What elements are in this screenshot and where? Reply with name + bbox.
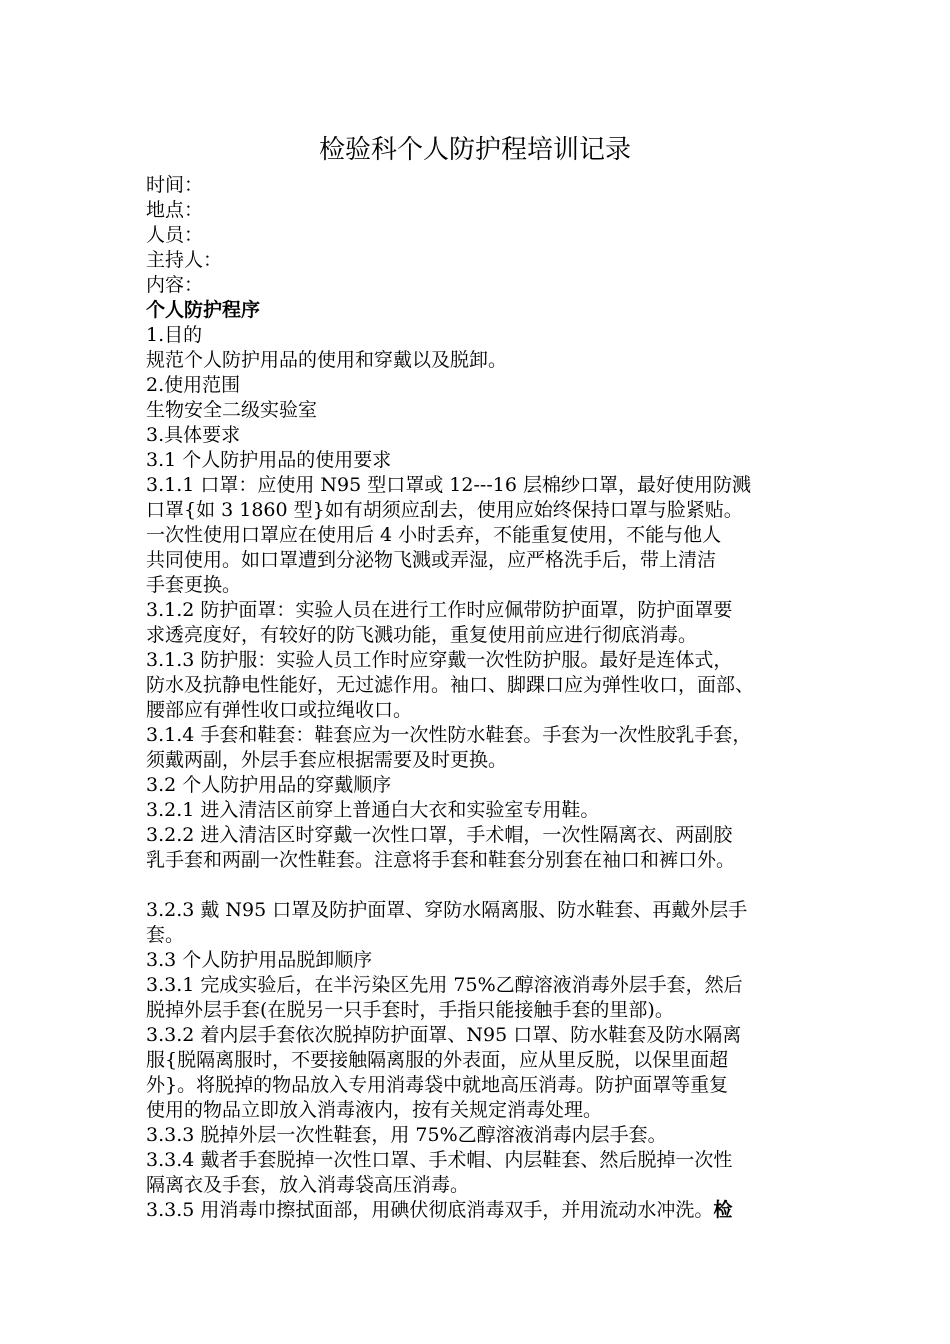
body-line: 3.1.3 防护服：实验人员工作时应穿戴一次性防护服。最好是连体式， [146, 649, 733, 671]
body-line: 3.2.1 进入清洁区前穿上普通白大衣和实验室专用鞋。 [146, 799, 600, 821]
body-line: 3.1.1 口罩：应使用 N95 型口罩或 12---16 层棉纱口罩，最好使用防溅 [146, 474, 751, 496]
body-line: 规范个人防护用品的使用和穿戴以及脱卸。 [146, 349, 508, 371]
body-line: 3.2.2 进入清洁区时穿戴一次性口罩，手术帽，一次性隔离衣、两副胶 [146, 824, 733, 846]
meta-place: 地点： [146, 199, 204, 221]
body-line: 2.使用范围 [146, 374, 241, 396]
body-line: 3.具体要求 [146, 424, 241, 446]
body-line: 3.1.4 手套和鞋套：鞋套应为一次性防水鞋套。手套为一次性胶乳手套， [146, 724, 752, 746]
body-line: 3.3.2 着内层手套依次脱掉防护面罩、N95 口罩、防水鞋套及防水隔离 [146, 1024, 742, 1046]
body-line: 3.1.2 防护面罩：实验人员在进行工作时应佩带防护面罩，防护面罩要 [146, 599, 733, 621]
section-heading: 个人防护程序 [146, 299, 261, 321]
body-line: 1.目的 [146, 324, 203, 346]
body-line: 外}。将脱掉的物品放入专用消毒袋中就地高压消毒。防护面罩等重复 [146, 1074, 729, 1096]
body-line: 防水及抗静电性能好，无过滤作用。袖口、脚踝口应为弹性收口，面部、 [146, 674, 755, 696]
meta-people: 人员： [146, 224, 204, 246]
body-line: 生物安全二级实验室 [146, 399, 318, 421]
body-line: 3.3 个人防护用品脱卸顺序 [146, 949, 373, 971]
body-line: 一次性使用口罩应在使用后 4 小时丢弃，不能重复使用，不能与他人 [146, 524, 722, 546]
body-line: 3.1 个人防护用品的使用要求 [146, 449, 392, 471]
body-lines [146, 323, 826, 1198]
body-line: 乳手套和两副一次性鞋套。注意将手套和鞋套分别套在袖口和裤口外。 [146, 849, 736, 871]
body-line: 隔离衣及手套，放入消毒袋高压消毒。 [146, 1174, 470, 1196]
meta-content: 内容： [146, 274, 204, 296]
body-line [146, 873, 826, 898]
body-line: 3.2 个人防护用品的穿戴顺序 [146, 774, 392, 796]
body-line: 求透亮度好，有较好的防飞溅功能，重复使用前应进行彻底消毒。 [146, 624, 698, 646]
body-line: 3.3.1 完成实验后，在半污染区先用 75%乙醇溶液消毒外层手套，然后 [146, 974, 743, 996]
meta-time: 时间： [146, 174, 204, 196]
body-line: 脱掉外层手套(在脱另一只手套时，手指只能接触手套的里部)。 [146, 999, 674, 1021]
body-line: 腰部应有弹性收口或拉绳收口。 [146, 699, 413, 721]
body-line: 3.2.3 戴 N95 口罩及防护面罩、穿防水隔离服、防水鞋套、再戴外层手 [146, 899, 748, 921]
body-line: 使用的物品立即放入消毒液内，按有关规定消毒处理。 [146, 1099, 603, 1121]
body-line: 套。 [146, 924, 185, 946]
last-line [146, 1198, 826, 1223]
meta-host: 主持人： [146, 249, 223, 271]
body-line: 手套更换。 [146, 574, 242, 596]
last-line-bold-tail: 检 [713, 1199, 733, 1221]
document-body [146, 173, 826, 1223]
body-line: 3.3.4 戴者手套脱掉一次性口罩、手术帽、内层鞋套、然后脱掉一次性 [146, 1149, 733, 1171]
body-line: 服{脱隔离服时，不要接触隔离服的外表面，应从里反脱，以保里面超 [146, 1049, 729, 1071]
body-line: 须戴两副，外层手套应根据需要及时更换。 [146, 749, 508, 771]
body-line: 口罩{如 3 1860 型}如有胡须应刮去，使用应始终保持口罩与脸紧贴。 [146, 499, 743, 521]
body-line: 3.3.3 脱掉外层一次性鞋套，用 75%乙醇溶液消毒内层手套。 [146, 1124, 667, 1146]
document-title: 检验科个人防护程培训记录 [318, 135, 631, 165]
body-line: 共同使用。如口罩遭到分泌物飞溅或弄湿，应严格洗手后，带上清洁 [146, 549, 717, 571]
last-line-text: 3.3.5 用消毒巾擦拭面部，用碘伏彻底消毒双手，并用流动水冲洗。 [146, 1199, 714, 1221]
